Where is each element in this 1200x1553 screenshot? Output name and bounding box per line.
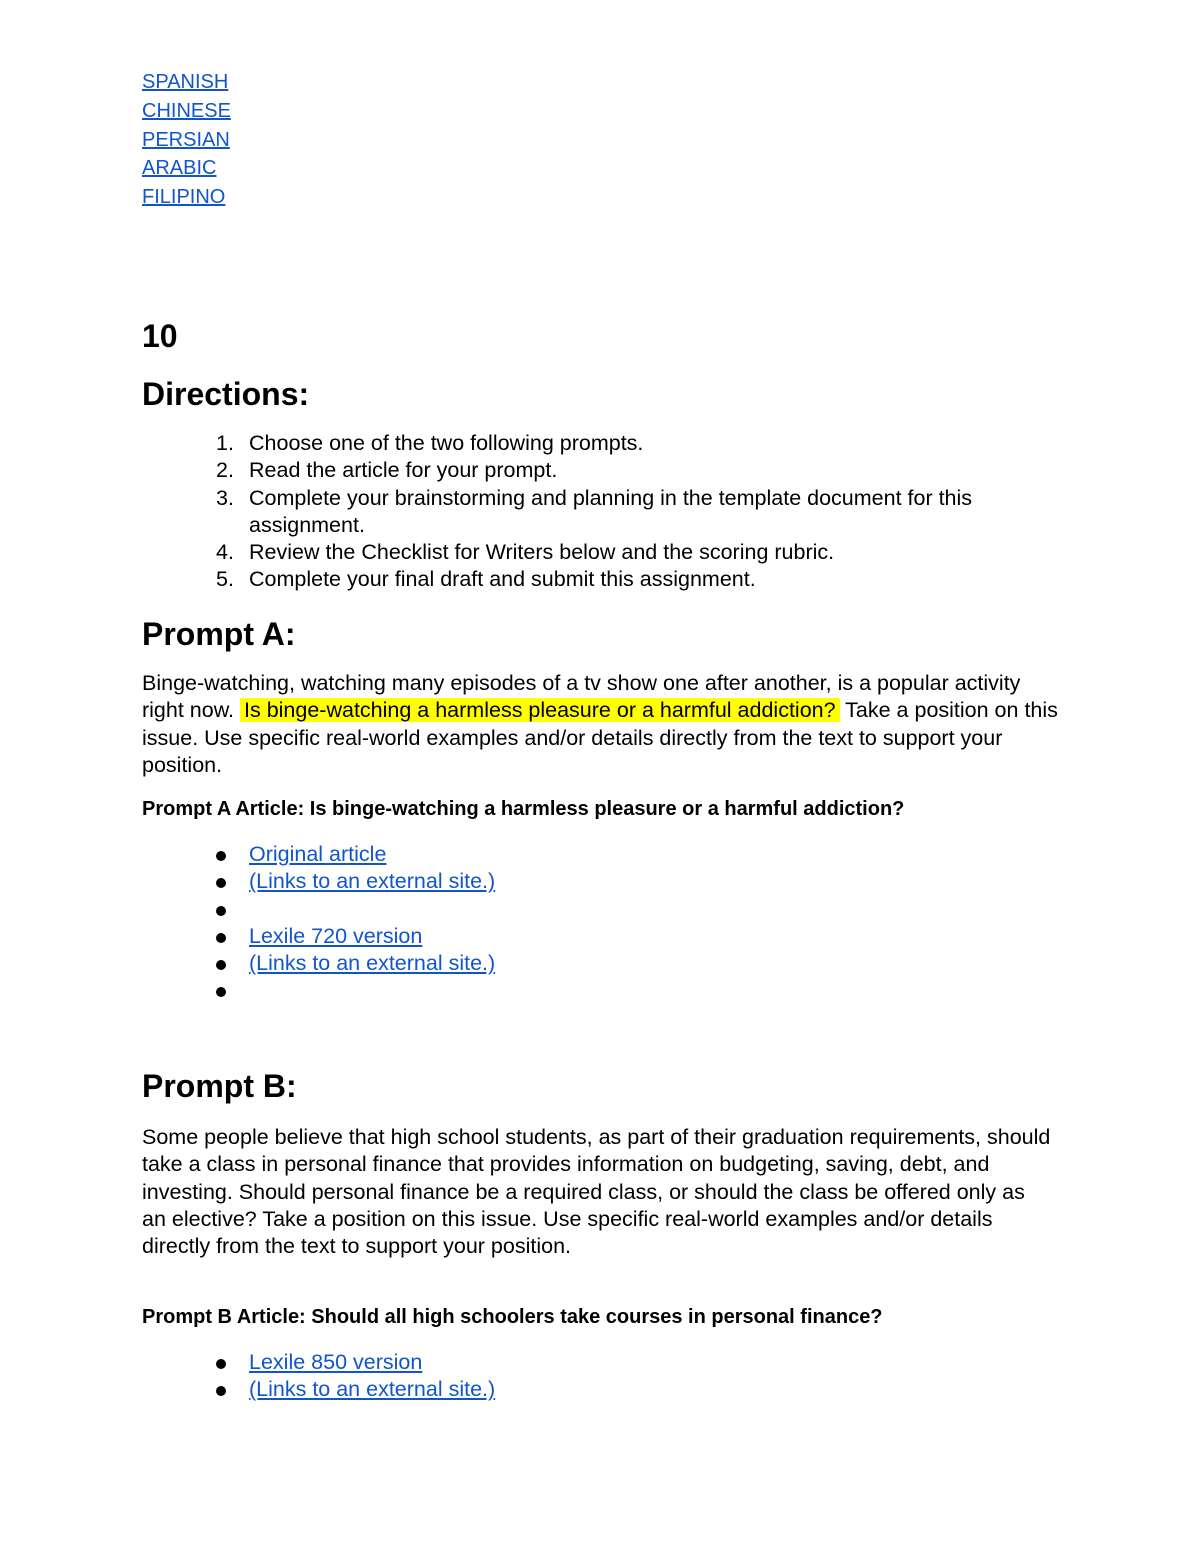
- bullet-icon: [216, 878, 226, 888]
- lexile-850-link[interactable]: Lexile 850 version: [249, 1350, 423, 1374]
- language-links: [142, 68, 1062, 212]
- bullet-icon: [216, 1386, 226, 1396]
- prompt-a-text: Binge-watching, watching many episodes of a tv show one after another, is a popular activity right now. Is binge-watching a harmless pleasure or a harmful addiction? Take a position on this issue. Use specific real-world examples and/or details directly from the text to support your position.: [142, 671, 1058, 777]
- link-arabic[interactable]: ARABIC: [142, 157, 217, 180]
- bullet-icon: [216, 851, 226, 861]
- link-filipino[interactable]: FILIPINO: [142, 186, 226, 209]
- number-heading: 10: [142, 318, 178, 354]
- document-page: [142, 68, 1062, 1402]
- list-item: [142, 868, 495, 895]
- external-site-link[interactable]: (Links to an external site.): [249, 951, 496, 976]
- list-item: [142, 896, 495, 923]
- original-article-link[interactable]: Original article: [249, 842, 387, 866]
- list-item: 5. Complete your final draft and submit this assignment.: [216, 567, 756, 592]
- prompt-b-article-label: Prompt B Article: Should all high schoolers take courses in personal finance?: [142, 1306, 883, 1328]
- prompt-b-heading: Prompt B:: [142, 1068, 297, 1104]
- link-chinese[interactable]: CHINESE: [142, 99, 231, 122]
- bullet-icon: [216, 933, 226, 943]
- list-item: [142, 841, 495, 868]
- link-persian[interactable]: PERSIAN: [142, 128, 230, 151]
- list-item: [142, 923, 495, 950]
- prompt-a-heading: Prompt A:: [142, 616, 296, 652]
- list-item: 4. Review the Checklist for Writers below and the scoring rubric.: [216, 540, 835, 565]
- bullet-icon: [216, 987, 226, 997]
- prompt-a-article-label: Prompt A Article: Is binge-watching a harmless pleasure or a harmful addiction?: [142, 798, 905, 820]
- list-item: 1. Choose one of the two following prompts.: [216, 431, 644, 455]
- prompt-b-text: Some people believe that high school students, as part of their graduation requirements, should take a class in personal finance that provides information on budgeting, saving, debt, and investing. Should personal finance be a required class, or should the class be offered only as an elective? Take a position on this issue. Use specific real-world examples and/or details directly from the text to support your position.: [142, 1125, 1051, 1259]
- list-item: 2. Read the article for your prompt.: [216, 458, 558, 483]
- external-site-link[interactable]: (Links to an external site.): [249, 1377, 496, 1402]
- link-spanish[interactable]: SPANISH: [142, 71, 229, 93]
- prompt-a-highlight: Is binge-watching a harmless pleasure or a harmful addiction?: [240, 698, 840, 722]
- list-item: 3. Complete your brainstorming and planning in the template document for this assignment.: [216, 485, 973, 537]
- lexile-720-link[interactable]: Lexile 720 version: [249, 923, 423, 948]
- bullet-icon: [216, 960, 226, 970]
- directions-heading: Directions:: [142, 376, 310, 412]
- list-item: [142, 977, 495, 1004]
- prompt-b-links: [142, 1349, 495, 1404]
- list-item: [142, 1349, 495, 1376]
- bullet-icon: [216, 1359, 226, 1369]
- external-site-link[interactable]: (Links to an external site.): [249, 869, 496, 894]
- directions-list: [142, 430, 1062, 594]
- list-item: [142, 1376, 495, 1403]
- bullet-icon: [216, 906, 226, 916]
- prompt-a-links: [142, 841, 495, 1005]
- list-item: [142, 950, 495, 977]
